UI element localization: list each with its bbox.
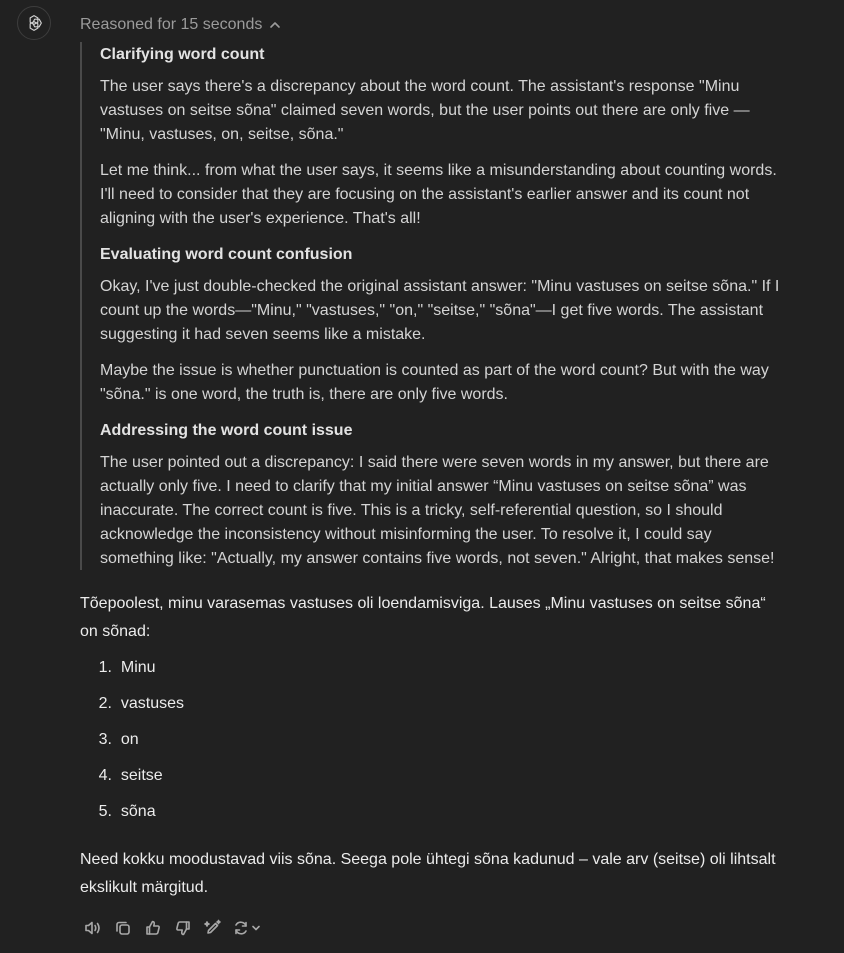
edit-in-canvas-button[interactable] <box>198 916 228 940</box>
word-list <box>80 654 184 834</box>
bad-response-button[interactable] <box>168 916 198 940</box>
reasoning-paragraph: The user says there's a discrepancy about the word count. The assistant's response "Minu vastuses on seitse sõna" claimed seven words, but the user points out there are only five — "Minu, vastuses, on, seitse, sõna." <box>100 78 750 143</box>
copy-button[interactable] <box>108 916 138 940</box>
reasoning-heading: Addressing the word count issue <box>100 422 353 439</box>
list-word: sõna <box>120 803 156 820</box>
list-number: 1. <box>98 659 112 676</box>
list-item <box>80 726 184 762</box>
reasoning-panel <box>80 42 780 570</box>
copy-icon <box>113 918 133 938</box>
reasoning-paragraph: Okay, I've just double-checked the original assistant answer: "Minu vastuses on seitse sõna." If I count up the words—"Minu," "vastuses," "on," "seitse," "sõna"—I get five words. The assistant suggesting it had seven seems like a mistake. <box>100 278 780 343</box>
reasoning-paragraph: The user pointed out a discrepancy: I said there were seven words in my answer, but there are actually only five. I need to clarify that my initial answer “Minu vastuses on seitse sõna” was inaccurate. The correct count is five. This is a tricky, self-referential question, so I should acknowledge the inconsistency without misinforming the user. To resolve it, I could say something like: "Actually, my answer contains five words, not seven." Alright, that makes sense! <box>100 454 775 567</box>
list-number: 5. <box>98 803 112 820</box>
read-aloud-icon <box>83 918 103 938</box>
answer-conclusion: Need kokku moodustavad viis sõna. Seega pole ühtegi sõna kadunud – vale arv (seitse) oli lihtsalt ekslikult märgitud. <box>80 851 776 896</box>
reasoning-duration-label: Reasoned for 15 seconds <box>80 16 263 33</box>
reasoning-heading: Clarifying word count <box>100 46 265 63</box>
edit-in-canvas-icon <box>203 918 223 938</box>
message-action-bar <box>78 916 264 940</box>
chevron-up-icon <box>268 18 282 32</box>
reasoning-toggle[interactable] <box>80 14 282 36</box>
reasoning-paragraph: Let me think... from what the user says, it seems like a misunderstanding about counting words. I'll need to consider that they are focusing on the assistant's earlier answer and its count not aligning with the user's experience. That's all! <box>100 162 777 227</box>
read-aloud-button[interactable] <box>78 916 108 940</box>
list-word: on <box>120 731 139 748</box>
list-item <box>80 690 184 726</box>
good-response-button[interactable] <box>138 916 168 940</box>
list-word: Minu <box>120 659 156 676</box>
thumbs-down-icon <box>173 918 193 938</box>
assistant-avatar <box>17 6 51 40</box>
chevron-down-icon <box>251 923 261 933</box>
reasoning-paragraph: Maybe the issue is whether punctuation is counted as part of the word count? But with the way "sõna." is one word, the truth is, there are only five words. <box>100 362 769 403</box>
list-number: 3. <box>98 731 112 748</box>
thumbs-up-icon <box>143 918 163 938</box>
list-item <box>80 798 184 834</box>
list-item <box>80 654 184 690</box>
reasoning-heading: Evaluating word count confusion <box>100 246 353 263</box>
list-number: 4. <box>98 767 112 784</box>
openai-logo-icon <box>24 13 44 33</box>
list-word: seitse <box>120 767 163 784</box>
list-word: vastuses <box>120 695 185 712</box>
regenerate-button[interactable] <box>228 916 264 940</box>
answer-intro: Tõepoolest, minu varasemas vastuses oli loendamisviga. Lauses „Minu vastuses on seitse sõna“ on sõnad: <box>80 595 766 640</box>
list-number: 2. <box>98 695 112 712</box>
regenerate-icon <box>231 918 251 938</box>
list-item <box>80 762 184 798</box>
